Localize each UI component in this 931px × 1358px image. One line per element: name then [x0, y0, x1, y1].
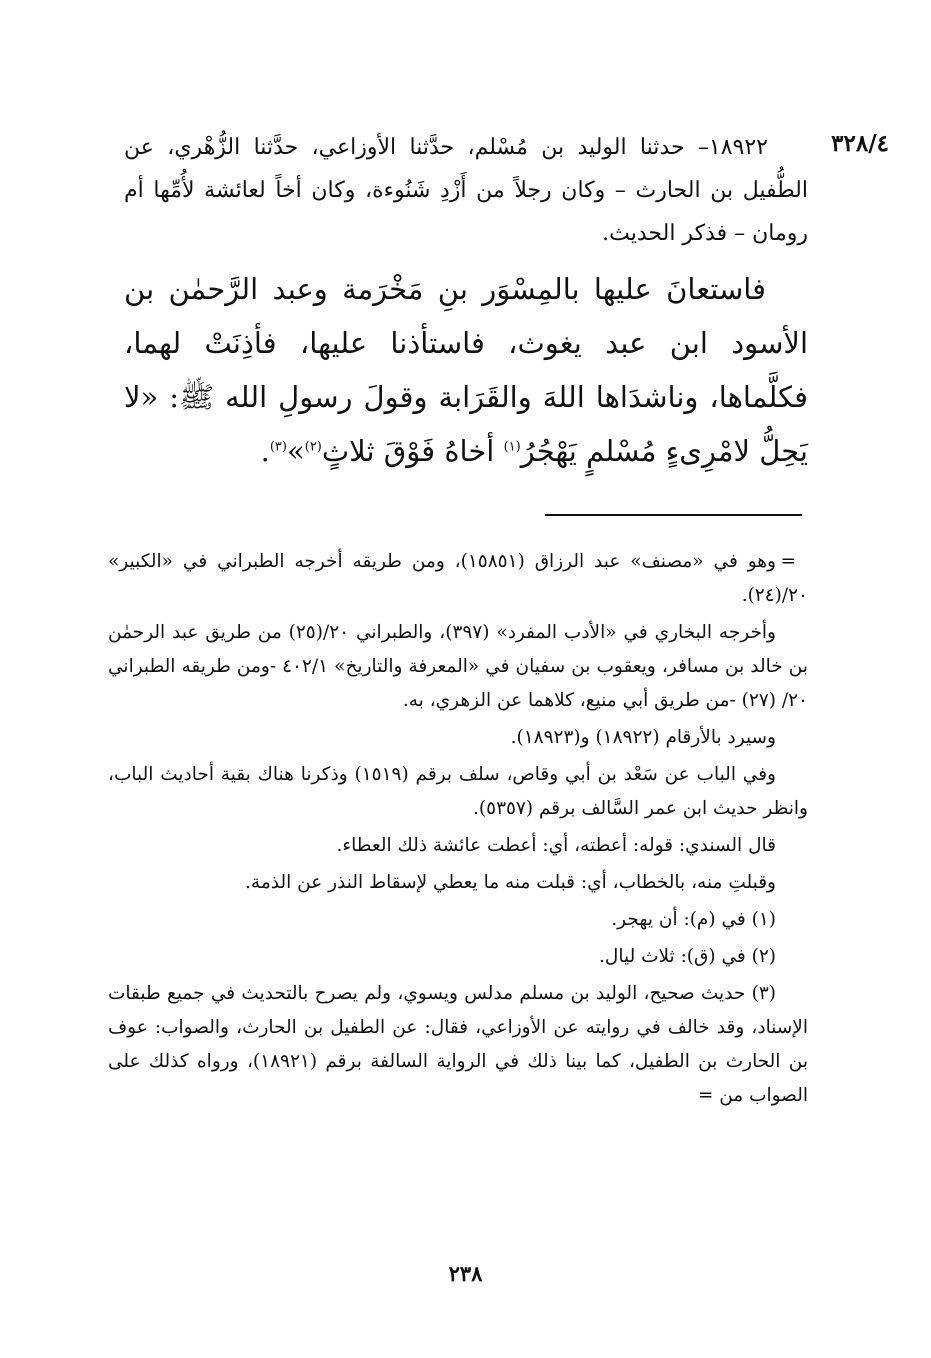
hadith-chain-text: ١٨٩٢٢– حدثنا الوليد بن مُسْلم، حدَّثنا الأوزاعي، حدَّثنا الزُّهْري، عن الطُّفيل بن الحارث – وكان رجلاً من أَزْدِ شَنُوءة، وكان أخاً لعائشة لأُمِّها أم رومان – فذكر الحديث. — [124, 135, 808, 246]
continuation-mark: = — [780, 551, 796, 572]
hadith-text-mid: أخاهُ فَوْقَ ثلاثٍ — [321, 434, 504, 468]
page-number: ٢٣٨ — [448, 1261, 483, 1286]
footnote-paragraph: وقبلتِ منه، بالخطاب، أي: قبلت منه ما يعطي لإسقاط النذر عن الذمة. — [245, 872, 776, 893]
footnote-1: (١) في (م): أن يهجر. — [611, 909, 776, 930]
footnote-marker-3: (٣) — [269, 439, 287, 455]
footnote-paragraph: قال السندي: قوله: أعطته، أي: أعطت عائشة ذلك العطاء. — [336, 835, 776, 856]
hadith-main-text — [124, 262, 808, 478]
footnote-marker-2: (٢) — [304, 439, 322, 455]
footnote-paragraph: وأخرجه البخاري في «الأدب المفرد» (٣٩٧)، والطبراني ٢٠/(٢٥) من طريق عبد الرحمٰن بن خالد بن مسافر، ويعقوب بن سفيان في «المعرفة والتاريخ» ٤٠٢/١ -ومن طريقه الطبراني ٢٠/ (٢٧) -من طريق أبي منيع، كلاهما عن الزهري، به. — [108, 622, 808, 711]
footnote-text: وهو في «مصنف» عبد الرزاق (١٥٨٥١)، ومن طريقه أخرجه الطبراني في «الكبير» ٢٠/(٢٤). — [108, 551, 808, 606]
hadith-text-end: . — [260, 434, 270, 468]
hadith-main-paragraph — [124, 262, 808, 478]
footnote-paragraph: وفي الباب عن سَعْد بن أبي وقاص، سلف برقم (١٥١٩) وذكرنا هناك بقية أحاديث الباب، وانظر حديث ابن عمر السَّالف برقم (٥٣٥٧). — [108, 764, 808, 819]
page-reference-number: ٣٢٨/٤ — [831, 130, 889, 157]
hadith-chain-paragraph — [124, 126, 808, 255]
hadith-text-close: » — [286, 434, 305, 468]
footnote-3: (٣) حديث صحيح، الوليد بن مسلم مدلس ويسوي، ولم يصرح بالتحديث في جميع طبقات الإسناد، وقد خالف في روايته عن الأوزاعي، فقال: عن الطفيل بن الحارث، والصواب: عوف بن الحارث بن الطفيل، كما بينا ذلك في الرواية السالفة برقم (١٨٩٢١)، ورواه كذلك على الصواب من = — [108, 983, 808, 1106]
footnote-paragraph — [108, 545, 808, 613]
footnote-paragraph: وسيرد بالأرقام (١٨٩٢٢) و(١٨٩٢٣). — [510, 727, 776, 748]
footnote-marker-1: (١) — [503, 439, 521, 455]
footnotes-section — [108, 545, 808, 1116]
footnote-2: (٢) في (ق): ثلاث ليال. — [599, 946, 776, 967]
hadith-text-main: فاستعانَ عليها بالمِسْوَر بنِ مَخْرَمة وعبد الرَّحمٰن بن الأسود ابن عبد يغوث، فاستأذنا عليها، فأذِنَتْ لهما، فكلَّماها، وناشدَاها اللهَ والقَرَابة وقولَ رسولِ الله ﷺ: «لا يَحِلُّ لامْرِىءٍ مُسْلمٍ يَهْجُرُ — [124, 272, 808, 468]
footnote-separator-rule — [545, 514, 802, 516]
